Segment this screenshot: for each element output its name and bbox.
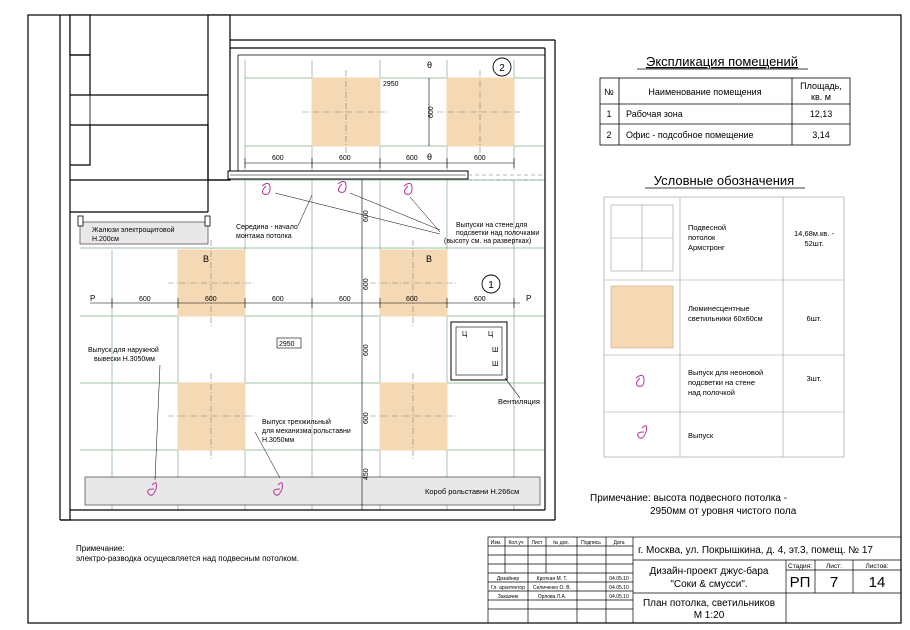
title-block-address: г. Москва, ул. Покрышкина, д. 4, эт.3, помещ. № 17 — [638, 545, 873, 556]
dimension-label: 600 — [272, 155, 284, 162]
legend-row-label: Подвесной — [688, 223, 727, 232]
legend-row-label: Выпуск — [688, 431, 714, 440]
ceiling-plan — [60, 15, 555, 520]
dimension-label: 600 — [363, 412, 370, 424]
ceiling-start-label: монтажа потолка — [236, 233, 292, 240]
title-block-stage-label: Стадия: — [788, 563, 812, 570]
explication-title: Экспликация помещений — [645, 54, 799, 69]
wiring-note-text: электро-разводка осущесвляется над подвесным потолком. — [76, 554, 299, 563]
vent-mark: Ц — [462, 331, 468, 338]
dimension-label: 600 — [139, 296, 151, 303]
ventilation-label: Вентиляция — [498, 397, 540, 406]
vent-mark: Ц — [488, 331, 494, 338]
explication-row-no: 1 — [606, 109, 612, 119]
title-block-sheet-label: Лист: — [826, 563, 842, 570]
legend-row-label: над полочкой — [688, 388, 735, 397]
dimension-label: 600 — [406, 296, 418, 303]
ceiling-start-label: Середина - начало — [236, 224, 298, 231]
blinds-panel-label: Жалюзи электрощитовой — [92, 227, 175, 234]
dimension-label: 600 — [339, 296, 351, 303]
title-block-date: 04.05.10 — [609, 576, 629, 582]
title-block-header: Кол.уч — [508, 540, 524, 546]
axis-theta-mark: θ — [427, 152, 433, 162]
dimension-label: 600 — [205, 296, 217, 303]
title-block-header: Дата — [613, 540, 625, 546]
neon-outlet-icon — [636, 375, 644, 386]
dimension-label: 600 — [339, 155, 351, 162]
explication-header-name: Наименование помещения — [648, 87, 762, 97]
sign-outlet-label: вывески Н.3050мм — [94, 356, 155, 363]
legend-row-qty: 6шт. — [806, 314, 822, 323]
explication-row-area: 12,13 — [809, 109, 833, 119]
title-block — [488, 537, 901, 623]
dimension-label: 600 — [272, 296, 284, 303]
dimension-label: 600 — [363, 344, 370, 356]
title-block-stage: РП — [789, 574, 811, 591]
axis-p-right: P — [526, 294, 532, 303]
axis-b-right: B — [426, 254, 433, 264]
dimension-label: 600 — [363, 210, 370, 222]
title-block-project: Дизайн-проект джус-бара — [649, 566, 769, 577]
title-block-role: Дизайнер — [496, 576, 520, 582]
title-block-sheet-title: План потолка, светильников — [642, 598, 776, 609]
explication-header-unit: кв. м — [811, 92, 831, 102]
title-block-sheets-label: Листов: — [865, 563, 889, 570]
legend-table — [604, 173, 844, 457]
blinds-panel-height: Н.200см — [92, 236, 119, 243]
shutter-outlet-label: Выпуск трехжильный — [262, 419, 331, 426]
axis-b-left: B — [203, 254, 210, 264]
legend-row-qty: 52шт. — [804, 239, 824, 248]
shutter-outlet-label: Н.3050мм — [262, 437, 295, 444]
light-fixture — [178, 383, 245, 450]
room-1-number: 1 — [488, 280, 494, 291]
dimension-label: 600 — [474, 155, 486, 162]
dimension-label: 600 — [474, 296, 486, 303]
wall-outlets-label: (высоту см. на развертках) — [444, 238, 532, 245]
light-fixture-icon — [611, 286, 673, 348]
title-block-project: "Соки & смусси". — [670, 579, 748, 590]
explication-row-no: 2 — [606, 130, 612, 140]
explication-header-no: № — [604, 87, 614, 97]
room-2-number: 2 — [499, 63, 505, 74]
title-block-sheet-number: 7 — [829, 574, 839, 591]
wall-outlets-label: подсветки над полочками — [456, 230, 540, 237]
legend-row-label: потолок — [688, 233, 716, 242]
title-block-header: Подпись — [581, 540, 601, 546]
title-block-header: № док. — [552, 540, 570, 546]
legend-row-label: Армстронг — [688, 243, 725, 252]
title-block-role: Заказчик — [497, 594, 519, 600]
ventilation-grille — [451, 322, 507, 380]
legend-row-qty: 3шт. — [806, 374, 822, 383]
legend-row-label: Выпуск для неоновой — [688, 368, 764, 377]
explication-header-area: Площадь, — [800, 81, 842, 91]
wiring-note-title: Примечание: — [76, 544, 125, 553]
dimension-label: 600 — [428, 106, 435, 118]
vent-mark: Ш — [492, 361, 499, 368]
wall-outlets-label: Выпуски на стене для — [456, 222, 528, 229]
ceiling-height-note: Примечание: высота подвесного потолка - — [590, 493, 788, 504]
shutter-box-label: Короб рольставни Н.266см — [425, 487, 520, 496]
explication-row-name: Рабочая зона — [626, 109, 683, 119]
shutter-outlet-label: для механизма рольставни — [262, 428, 351, 435]
title-block-role: Гл. архитектор — [491, 585, 525, 591]
legend-row-label: Люминесцентные — [688, 304, 750, 313]
sign-outlet-label: Выпуск для наружной — [88, 347, 159, 354]
legend-row-label: светильники 60х60см — [688, 314, 763, 323]
dimension-label: 600 — [363, 278, 370, 290]
outlet-icon — [638, 426, 647, 439]
legend-row-label: подсветки на стене — [688, 378, 755, 387]
legend-title: Условные обозначения — [653, 173, 795, 188]
title-block-date: 04.05.10 — [609, 585, 629, 591]
title-block-date: 04.05.10 — [609, 594, 629, 600]
axis-theta-mark: θ — [427, 60, 433, 70]
explication-row-area: 3,14 — [812, 130, 830, 140]
ceiling-height-room-1: 2950 — [279, 341, 295, 348]
title-block-person: Орлова Л.А. — [537, 594, 567, 600]
title-block-person: Селиченко О. В. — [533, 585, 571, 591]
light-fixture — [380, 383, 447, 450]
axis-p-left: P — [90, 294, 96, 303]
title-block-sheet-count: 14 — [868, 574, 886, 591]
title-block-person: Кроткая М. Т. — [536, 576, 568, 582]
vent-mark: Ш — [492, 347, 499, 354]
ceiling-height-note: 2950мм от уровня чистого пола — [650, 506, 797, 517]
dimension-label: 450 — [363, 468, 370, 480]
ceiling-height-room-2: 2950 — [383, 81, 399, 88]
legend-row-qty: 14,68м.кв. - — [794, 229, 834, 238]
explication-row-name: Офис - подсобное помещение — [626, 130, 754, 140]
title-block-header: Изм. — [490, 540, 502, 546]
explication-table — [600, 54, 850, 145]
title-block-scale: М 1:20 — [693, 610, 725, 621]
dimension-label: 600 — [406, 155, 418, 162]
ceiling-tile-icon — [611, 205, 673, 271]
title-block-header: Лист — [531, 540, 543, 546]
